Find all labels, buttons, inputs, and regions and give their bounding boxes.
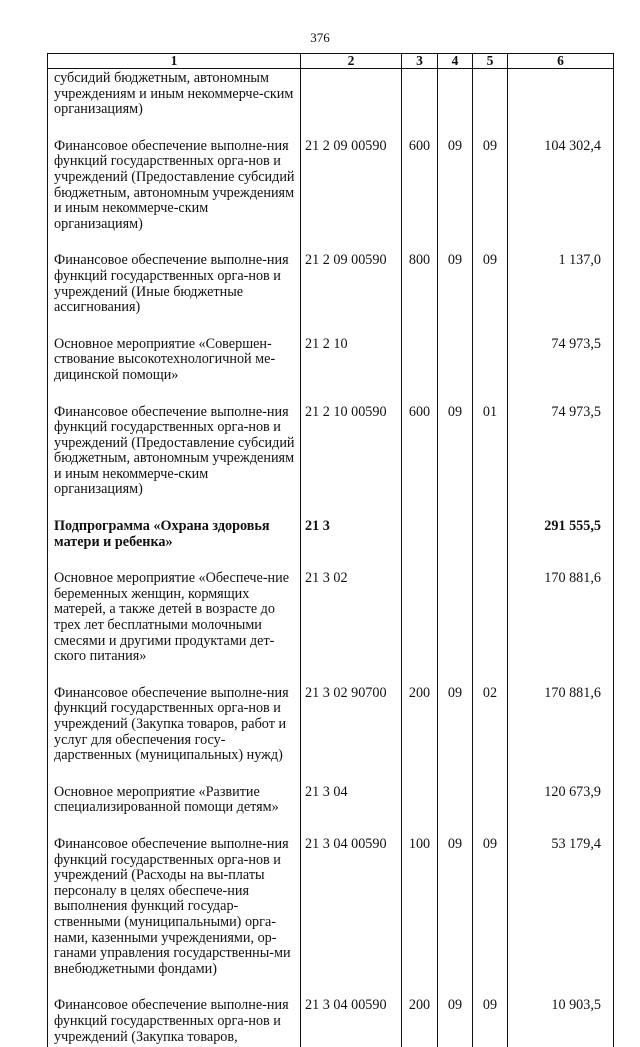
spacer-cell xyxy=(48,764,301,785)
spacer-cell xyxy=(438,977,473,998)
header-col-6: 6 xyxy=(508,54,614,69)
spacer-cell xyxy=(473,764,508,785)
row-spacer xyxy=(48,316,614,337)
row-col-4 xyxy=(438,571,473,665)
spacer-cell xyxy=(508,498,614,519)
row-col-4: 09 xyxy=(438,998,473,1047)
row-col-5 xyxy=(473,69,508,118)
spacer-cell xyxy=(402,498,438,519)
header-col-4: 4 xyxy=(438,54,473,69)
table-row xyxy=(48,337,614,384)
spacer-cell xyxy=(473,550,508,571)
row-col-4: 09 xyxy=(438,253,473,315)
spacer-cell xyxy=(473,977,508,998)
table-row xyxy=(48,519,614,550)
spacer-cell xyxy=(473,665,508,686)
row-name: Финансовое обеспечение выполне-ния функций государственных орга-нов и учреждений (Расходы на вы-платы персоналу в целях обеспече-ния выполнения функций государ-ственными (муниципальными) орга-нами, казенными учреждениями, ор-ганами управления государственны-ми внебюджетными фондами) xyxy=(48,837,301,977)
header-col-1: 1 xyxy=(48,54,301,69)
spacer-cell xyxy=(402,118,438,139)
row-spacer xyxy=(48,118,614,139)
row-col-5: 09 xyxy=(473,139,508,233)
row-amount: 170 881,6 xyxy=(508,571,614,665)
row-amount: 1 137,0 xyxy=(508,253,614,315)
row-col-5 xyxy=(473,785,508,816)
spacer-cell xyxy=(438,232,473,253)
spacer-cell xyxy=(301,118,402,139)
spacer-cell xyxy=(438,316,473,337)
spacer-cell xyxy=(473,816,508,837)
row-amount: 74 973,5 xyxy=(508,405,614,499)
spacer-cell xyxy=(301,665,402,686)
spacer-cell xyxy=(402,232,438,253)
row-amount: 74 973,5 xyxy=(508,337,614,384)
table-row xyxy=(48,253,614,315)
row-col-3: 600 xyxy=(402,405,438,499)
row-col-5 xyxy=(473,519,508,550)
table-header-row xyxy=(48,54,614,69)
row-code: 21 3 04 00590 xyxy=(301,837,402,977)
row-col-4 xyxy=(438,69,473,118)
row-code: 21 2 09 00590 xyxy=(301,139,402,233)
spacer-cell xyxy=(402,816,438,837)
row-name: субсидий бюджетным, автономным учреждениям и иным некоммерче-ским организациям) xyxy=(48,69,301,118)
spacer-cell xyxy=(48,665,301,686)
row-name: Основное мероприятие «Обеспече-ние беременных женщин, кормящих матерей, а также детей в возрасте до трех лет бесплатными молочными смесями и другими продуктами дет-ского питания» xyxy=(48,571,301,665)
spacer-cell xyxy=(402,316,438,337)
row-amount: 291 555,5 xyxy=(508,519,614,550)
spacer-cell xyxy=(473,118,508,139)
row-code: 21 3 02 xyxy=(301,571,402,665)
row-col-4: 09 xyxy=(438,405,473,499)
spacer-cell xyxy=(508,550,614,571)
spacer-cell xyxy=(438,498,473,519)
row-col-4 xyxy=(438,785,473,816)
row-col-4: 09 xyxy=(438,139,473,233)
spacer-cell xyxy=(48,816,301,837)
header-col-2: 2 xyxy=(301,54,402,69)
spacer-cell xyxy=(402,977,438,998)
spacer-cell xyxy=(508,118,614,139)
spacer-cell xyxy=(48,316,301,337)
row-code: 21 3 xyxy=(301,519,402,550)
row-amount: 10 903,5 xyxy=(508,998,614,1047)
row-code: 21 3 04 xyxy=(301,785,402,816)
table-row xyxy=(48,837,614,977)
row-col-3: 200 xyxy=(402,998,438,1047)
row-amount: 104 302,4 xyxy=(508,139,614,233)
row-spacer xyxy=(48,498,614,519)
spacer-cell xyxy=(508,316,614,337)
row-spacer xyxy=(48,764,614,785)
spacer-cell xyxy=(473,316,508,337)
spacer-cell xyxy=(508,977,614,998)
spacer-cell xyxy=(438,764,473,785)
table-row xyxy=(48,571,614,665)
row-col-5: 01 xyxy=(473,405,508,499)
row-code: 21 3 04 00590 xyxy=(301,998,402,1047)
spacer-cell xyxy=(301,550,402,571)
row-spacer xyxy=(48,232,614,253)
row-col-5 xyxy=(473,337,508,384)
spacer-cell xyxy=(438,384,473,405)
spacer-cell xyxy=(301,316,402,337)
spacer-cell xyxy=(301,977,402,998)
row-name: Финансовое обеспечение выполне-ния функций государственных орга-нов и учреждений (Предоставление субсидий бюджетным, автономным учреждениям и иным некоммерче-ским организациям) xyxy=(48,139,301,233)
spacer-cell xyxy=(438,118,473,139)
row-col-3 xyxy=(402,69,438,118)
spacer-cell xyxy=(473,232,508,253)
spacer-cell xyxy=(508,764,614,785)
row-code: 21 2 10 xyxy=(301,337,402,384)
spacer-cell xyxy=(301,764,402,785)
row-col-4: 09 xyxy=(438,837,473,977)
row-code xyxy=(301,69,402,118)
row-name: Основное мероприятие «Развитие специализированной помощи детям» xyxy=(48,785,301,816)
row-col-4: 09 xyxy=(438,686,473,764)
row-amount: 170 881,6 xyxy=(508,686,614,764)
row-col-4 xyxy=(438,519,473,550)
spacer-cell xyxy=(473,498,508,519)
spacer-cell xyxy=(301,232,402,253)
spacer-cell xyxy=(473,384,508,405)
row-col-3: 600 xyxy=(402,139,438,233)
spacer-cell xyxy=(48,118,301,139)
row-name: Финансовое обеспечение выполне-ния функций государственных орга-нов и учреждений (Предоставление субсидий бюджетным, автономным учреждениям и иным некоммерче-ским организациям) xyxy=(48,405,301,499)
spacer-cell xyxy=(402,384,438,405)
spacer-cell xyxy=(438,665,473,686)
row-col-5: 09 xyxy=(473,998,508,1047)
spacer-cell xyxy=(508,232,614,253)
row-amount: 120 673,9 xyxy=(508,785,614,816)
budget-table xyxy=(47,53,614,1047)
page-number: 376 xyxy=(0,30,640,46)
row-spacer xyxy=(48,550,614,571)
row-code: 21 3 02 90700 xyxy=(301,686,402,764)
row-col-3 xyxy=(402,785,438,816)
spacer-cell xyxy=(301,816,402,837)
row-name: Финансовое обеспечение выполне-ния функций государственных орга-нов и учреждений (Закупка товаров, xyxy=(48,998,301,1047)
row-spacer xyxy=(48,665,614,686)
spacer-cell xyxy=(508,816,614,837)
row-col-3: 100 xyxy=(402,837,438,977)
row-col-3 xyxy=(402,337,438,384)
spacer-cell xyxy=(48,498,301,519)
header-col-5: 5 xyxy=(473,54,508,69)
table-row xyxy=(48,69,614,118)
row-col-5 xyxy=(473,571,508,665)
spacer-cell xyxy=(402,550,438,571)
row-col-3: 200 xyxy=(402,686,438,764)
row-col-3 xyxy=(402,519,438,550)
row-code: 21 2 09 00590 xyxy=(301,253,402,315)
table-row xyxy=(48,405,614,499)
spacer-cell xyxy=(48,550,301,571)
spacer-cell xyxy=(508,384,614,405)
row-name: Финансовое обеспечение выполне-ния функций государственных орга-нов и учреждений (Иные бюджетные ассигнования) xyxy=(48,253,301,315)
row-col-5: 02 xyxy=(473,686,508,764)
row-col-5: 09 xyxy=(473,837,508,977)
row-name: Подпрограмма «Охрана здоровья матери и ребенка» xyxy=(48,519,301,550)
row-col-5: 09 xyxy=(473,253,508,315)
table-row xyxy=(48,139,614,233)
row-amount: 53 179,4 xyxy=(508,837,614,977)
row-col-4 xyxy=(438,337,473,384)
row-code: 21 2 10 00590 xyxy=(301,405,402,499)
spacer-cell xyxy=(48,977,301,998)
row-name: Финансовое обеспечение выполне-ния функций государственных орга-нов и учреждений (Закупка товаров, работ и услуг для обеспечения госу-дарственных (муниципальных) нужд) xyxy=(48,686,301,764)
spacer-cell xyxy=(438,816,473,837)
table-row xyxy=(48,686,614,764)
spacer-cell xyxy=(438,550,473,571)
row-amount xyxy=(508,69,614,118)
table-row xyxy=(48,998,614,1047)
row-name: Основное мероприятие «Совершен-ствование высокотехнологичной ме-дицинской помощи» xyxy=(48,337,301,384)
row-spacer xyxy=(48,816,614,837)
header-col-3: 3 xyxy=(402,54,438,69)
spacer-cell xyxy=(301,498,402,519)
spacer-cell xyxy=(48,232,301,253)
table-body xyxy=(48,69,614,1047)
row-col-3: 800 xyxy=(402,253,438,315)
spacer-cell xyxy=(402,764,438,785)
spacer-cell xyxy=(301,384,402,405)
row-spacer xyxy=(48,977,614,998)
row-spacer xyxy=(48,384,614,405)
spacer-cell xyxy=(48,384,301,405)
spacer-cell xyxy=(402,665,438,686)
spacer-cell xyxy=(508,665,614,686)
table-row xyxy=(48,785,614,816)
row-col-3 xyxy=(402,571,438,665)
